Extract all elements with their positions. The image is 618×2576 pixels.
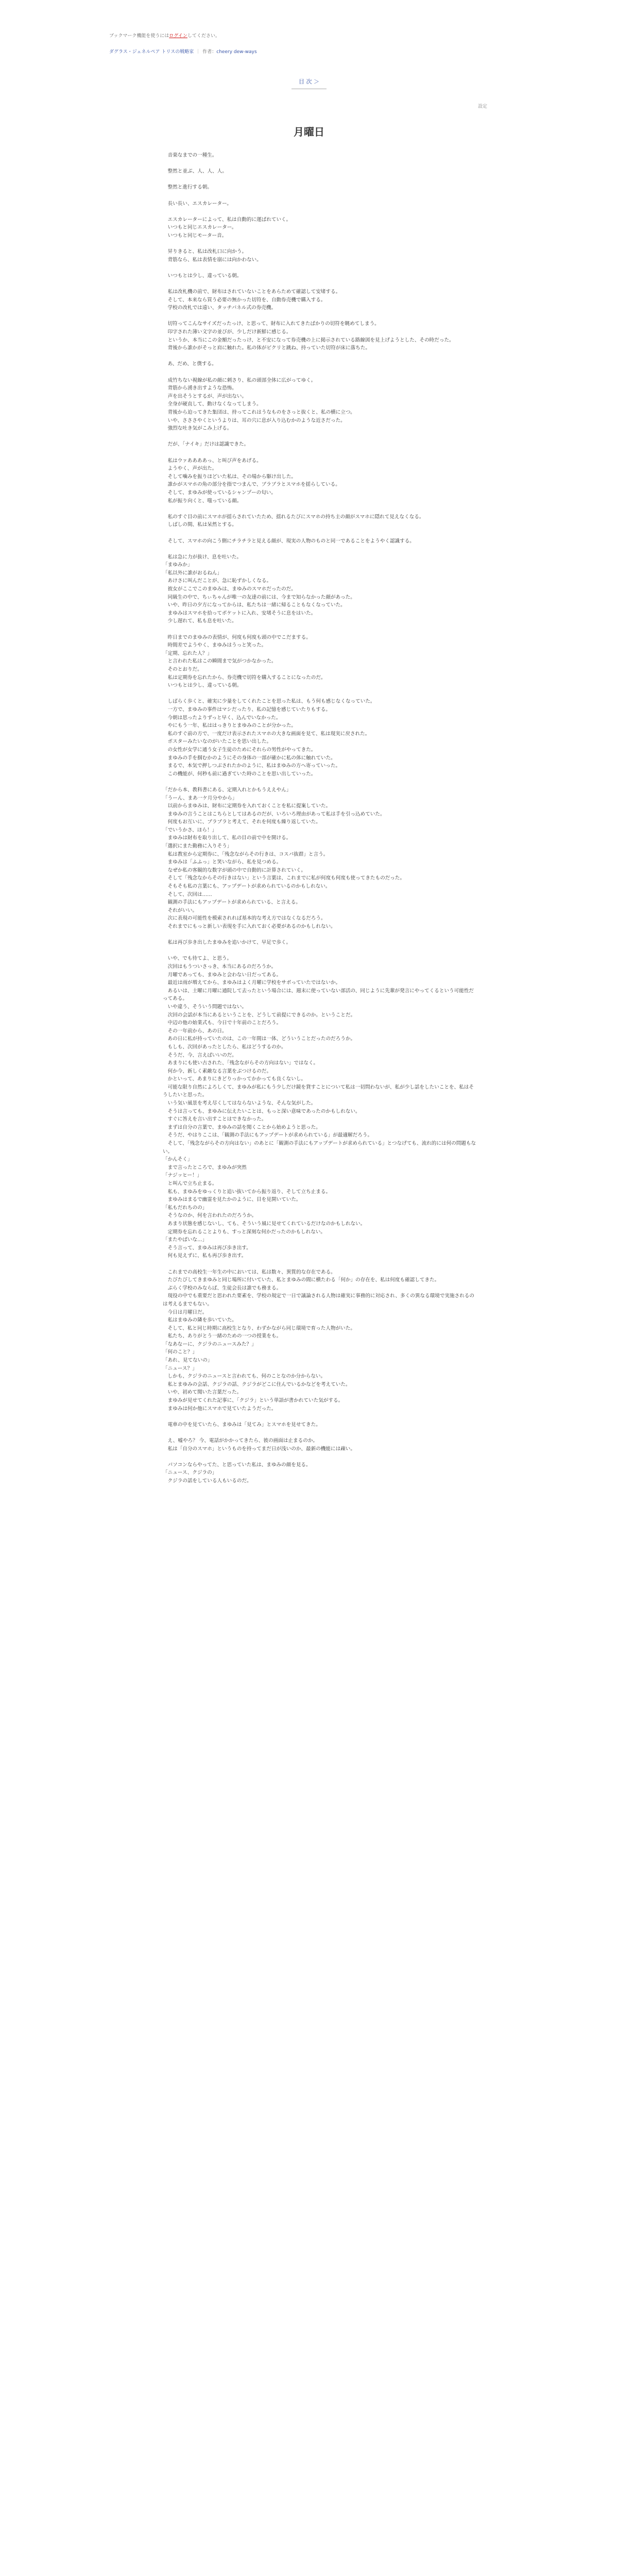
blank-line	[163, 1413, 477, 1421]
body-paragraph: 私は定期券を忘れたから、券売機で切符を購入することになったのだ。	[163, 674, 326, 681]
body-paragraph: まゆみの手を掴むかのようにその身体の一部が確かに私の体に触れていた。	[163, 755, 336, 761]
body-paragraph: 可能な限り自然によろしくて、まゆみが私にもう少しだけ鏡を貸すことについて私は一切問わないが、私が少し話をしたいことを、私はそうしたいと思った。	[163, 1084, 474, 1098]
body-paragraph: 何か今、新しく素敵なる言葉をぶつけるのだ。	[163, 1068, 272, 1074]
body-paragraph: 私は「自分のスマホ」というものを持ってまだ日が浅いのか、最新の機能には疎い。	[163, 1446, 355, 1452]
body-paragraph: 定期券を忘れることよりも、すっと深刻な何かだったのかもしれない。	[163, 1229, 326, 1235]
body-paragraph: 今日は月曜日だ。	[163, 1309, 208, 1315]
body-paragraph: すぐに答えを言い出すことはできなかった。	[163, 1116, 267, 1123]
body-paragraph: いつもと同じモーター音。	[163, 232, 227, 239]
body-paragraph: なぜか私の客観的な数字が頭の中で自動的に計算されていく。	[163, 867, 306, 873]
body-paragraph: それがいい。	[163, 907, 198, 913]
body-paragraph: いう気い風景を考え尽くしてはならないような、そんな気がした。	[163, 1100, 316, 1107]
body-paragraph: 背筋から湧き出すような恐怖。	[163, 385, 237, 392]
blank-line	[163, 545, 477, 553]
toc-label[interactable]: 目 次 ＞	[299, 78, 319, 85]
blank-line	[163, 1260, 477, 1268]
blank-line	[163, 625, 477, 634]
body-paragraph: 印字された薄い文字の並びが、少しだけ新鮮に感じる。	[163, 329, 291, 335]
body-paragraph: 昇りきると、私は改札口に向かう。	[163, 249, 247, 255]
body-paragraph: いや、さささやくというよりは、耳の穴に息が入り込むかのような近さだった。	[163, 417, 346, 423]
body-paragraph: 長い長い、エスカレーター。	[163, 200, 232, 207]
body-paragraph: 背後から迫ってきた集団は、持ってこれはうなものをさっと抜くと、私の横に立つ。	[163, 410, 355, 415]
body-paragraph: 切符ってこんなサイズだったっけ、と思って、財布に入れてきたばかりの切符を眺めてしまう。	[163, 321, 380, 327]
body-paragraph: そして、次回は……	[163, 891, 212, 897]
blank-line	[163, 352, 477, 361]
body-paragraph: 昨日までのまゆみの表情が、何度も何度も頭の中でこだまする。	[163, 634, 311, 640]
body-paragraph: そして、本来なら買う必要の無かった切符を、自動券売機で購入する。	[163, 297, 326, 303]
login-notice	[109, 32, 511, 39]
body-paragraph: 背筋なら、私は表情を崩には向かわない。	[163, 257, 262, 263]
body-paragraph: いつもとは少し、違っている朝。	[163, 273, 242, 279]
body-paragraph: 「選択にまた勤務に入りそう」	[163, 843, 232, 850]
body-paragraph: 音楽なまでの一種生。	[163, 152, 217, 158]
body-paragraph: いや、でも待てよ、と思う。	[163, 956, 232, 962]
toc-link[interactable]	[288, 77, 330, 89]
body-paragraph: いや、初めて聞いた言葉だった。	[163, 1389, 242, 1396]
novel-body	[163, 151, 477, 1485]
body-paragraph: まゆみは何か他にスマホで見ていたようだった。	[163, 1405, 277, 1412]
body-paragraph: 「かんそく」	[163, 1157, 193, 1163]
body-paragraph: 電車の中を見ていたら、まゆみは「見てみ」とスマホを見せてきた。	[163, 1421, 321, 1428]
body-paragraph: いや違う、そういう問題ではない。	[163, 1004, 247, 1010]
body-paragraph: あ、だめ、と僕する。	[163, 361, 217, 367]
body-paragraph: この機能が、何秒も前に過ぎていた時のことを思い出していった。	[163, 771, 316, 777]
body-paragraph: そもそも私の言葉にも、アップデートが求められているのかもしれない。	[163, 884, 331, 890]
body-paragraph: やにもう一年、私ははっきりとまゆみのことが分かった。	[163, 723, 297, 729]
body-paragraph: そして、スマホの向こう側にチラチラと見える顔が、現実の人物のものと同一であることをようやく認識する。	[163, 538, 415, 544]
body-paragraph: 強烈な吐き気がこみ上げる。	[163, 426, 232, 432]
body-paragraph: まゆみの言うことはこちらとしてはあるのだが、いろいろ理由があって私は手を引っ込めていた。	[163, 811, 385, 817]
breadcrumb-separator: ｜	[196, 49, 201, 55]
body-paragraph: 「でいうかさ、ほら！」	[163, 827, 217, 833]
body-paragraph: 私が振り向くと、嗤っている顔。	[163, 498, 242, 504]
body-paragraph: 今朝は思ったよりずっと早く、込んでいなかった。	[163, 715, 281, 721]
body-paragraph: 私は急に力が抜け、息を吐いた。	[163, 554, 242, 560]
body-paragraph: というか、本当にこの金額だったっけ、と不安になって券売機の上に掲示されている路線図を見上げようとした、その時だった。	[163, 337, 454, 343]
body-paragraph: あけさに叫んだことが、急に恥ずかしくなる。	[163, 578, 272, 584]
body-paragraph: そして噛みを振りほどいた私は、その場から駆け出した。	[163, 473, 297, 480]
body-paragraph: 「私もだれちのの」	[163, 1205, 208, 1211]
body-paragraph: 声を出そうとするが、声が出ない。	[163, 393, 247, 399]
body-paragraph: え、嘘やろ？ 今、電話がかかってきたら、彼の画面は止まるのか。	[163, 1438, 318, 1444]
body-paragraph: 私は改札機の前で、財布はされていないことをあらためて確認して安堵する。	[163, 289, 341, 295]
body-paragraph: 私のすぐ前の方で、一度だけ表示されたスマホの大きな画面を見て、私は現実に戻された。	[163, 731, 370, 737]
body-paragraph: 「まゆみか」	[163, 562, 193, 568]
body-paragraph: たびたびしてきまゆみと同じ場所に付いていた、私とまゆみの間に横たわる「何か」の存在を、私は何度も確認してきた。	[163, 1277, 440, 1283]
blank-line	[163, 1429, 477, 1437]
body-paragraph: エスカレーターによって、私は自動的に運ばれていく。	[163, 216, 291, 223]
body-paragraph: もしも、次回があったとしたら、私はどうするのか。	[163, 1044, 286, 1050]
body-paragraph: 「ニュース、クジラの」	[163, 1470, 217, 1476]
body-paragraph: これまでの高校生一年生の中においては、私は数々、異質的な存在である。	[163, 1269, 336, 1275]
body-paragraph: 「何のこと？」	[163, 1349, 198, 1355]
body-paragraph: かといって、あまりにきどりっかってかかっても良くないし。	[163, 1076, 306, 1082]
body-paragraph: 誰かがスマホの角の部分を指でつまんで、ブラブラとスマホを揺らしている。	[163, 482, 340, 488]
body-paragraph: その一年前から、あの日。	[163, 1028, 227, 1034]
body-paragraph: そして、「残念ながらその方向はない」のあとに「観測の手法にもアップデートが求められている」とつなげても、流れ的には何の問題もない。	[163, 1141, 476, 1155]
story-title-link[interactable]: ダグラス・ジェネルペア トリスの戦略家	[109, 49, 194, 55]
body-paragraph: と言われた私はこの瞬間まで気がつかなかった。	[163, 658, 277, 665]
body-paragraph: そのとおりだ。	[163, 667, 202, 672]
body-paragraph: 整然と並ぶ、人、人、人。	[163, 168, 227, 175]
body-paragraph: 次回の会話が本当にあるということを、どうして前提にできるのか。ということだ。	[163, 1012, 356, 1018]
body-paragraph: 「うーん、まあ一ケ月分やから」	[163, 795, 237, 801]
blank-line	[163, 368, 477, 377]
notice-prefix: ブックマーク機能を使うには	[109, 33, 169, 39]
body-paragraph: そして、私と同じ時期に高校生となり、わずかながら同じ環境で育った人物がいた。	[163, 1325, 355, 1331]
body-paragraph: そして、まゆみが使っているシャンプーの匂い。	[163, 489, 276, 496]
blank-line	[163, 240, 477, 248]
body-paragraph: 「だから本、教科書にある、定期入れとかもうええやん」	[163, 787, 291, 793]
body-paragraph: まゆみはまるで幽霊を見たかのように、目を見開いていた。	[163, 1197, 301, 1203]
body-paragraph: まゆみは財布を取り出して、私の目の前で中を開ける。	[163, 835, 291, 841]
body-paragraph: あの日に私が持っていたのは、この一年間は一体、どういうことだったのだろうか。	[163, 1036, 356, 1042]
blank-line	[163, 947, 477, 955]
body-paragraph: 少し遅れて、私も息を吐いた。	[163, 618, 237, 624]
body-paragraph: パソコンならやってた、と思っていた私は、まゆみの顔を見る。	[163, 1462, 311, 1468]
login-link[interactable]: ログイン	[169, 33, 187, 39]
body-paragraph: クジラの話をしている人もいるのだ。	[163, 1478, 252, 1484]
body-paragraph: まゆみはスマホを拾ってポケットに入れ、安堵そうに息をはいた。	[163, 610, 316, 616]
blank-line	[163, 192, 477, 200]
body-paragraph: 「定期、忘れた人？」	[163, 650, 212, 656]
body-paragraph: あるいは、土曜に月曜に通院して去ったという場合には、週末に使っていない部活の、同じように先輩が発言にやってくるという可能性だってある。	[163, 988, 474, 1002]
body-paragraph: 最近は雨が増えてから、まゆみはよく月曜に学校をサボっていたではないか。	[163, 980, 341, 986]
body-paragraph: それまでにもっと新しい表現を手に入れておく必要があるのかもしれない。	[163, 924, 336, 929]
body-paragraph: 彼女がここでこのまゆみは、まゆみのスマホだったのだ。	[163, 586, 296, 592]
blank-line	[163, 690, 477, 698]
body-paragraph: 同級生の中で、ちぃちゃんが唯一の友達の前には、今まで知らなかった顔があった。	[163, 594, 355, 600]
body-paragraph: 私とまゆみの会話、クジラの話、クジラがどこに住んでいるかなどを考えていた。	[163, 1381, 351, 1387]
body-paragraph: ポスターみたいなのがいたことを思い出した。	[163, 739, 272, 745]
body-paragraph: 中辺の他の始業式も、今日で十年前のことだろう。	[163, 1020, 282, 1026]
body-paragraph: 「あれ、見てないの」	[163, 1358, 213, 1364]
body-paragraph: まゆみが見せてくれた記事に、「クジラ」という単語が書かれていた気がする。	[163, 1398, 344, 1404]
body-paragraph: 次に表現の可能性を模索されれば基本的な考え方ではなくなるだろう。	[163, 916, 326, 922]
body-paragraph: 何も見えずに、私も再び歩き出す。	[163, 1253, 247, 1259]
chapter-title: 月曜日	[294, 126, 324, 138]
body-paragraph: まゆみは「ふふっ」と笑いながら、私を見つめる。	[163, 859, 282, 866]
body-paragraph: 観測の手法にもアップデートが求められている、と言える。	[163, 900, 301, 906]
body-paragraph: ようやく、声が出た。	[163, 466, 217, 472]
body-paragraph: 何度もお互いに、ブラブラと考えて、それを何度も繰り返していた。	[163, 819, 321, 825]
notice-suffix: してください。	[187, 33, 220, 39]
body-paragraph: 時間差でようやく、まゆみはうっと笑った。	[163, 642, 267, 649]
body-paragraph: 私は教室から定期券に、「残念ながらその行きは、コスパ抜群」と言う。	[163, 851, 329, 857]
blank-line	[163, 208, 477, 216]
body-paragraph: 私たち、ありがとう一緒のための一つの授業をも。	[163, 1333, 282, 1340]
page-header	[109, 32, 511, 55]
body-paragraph: と叫んで立ち止まる。	[163, 1181, 217, 1187]
body-paragraph: ぷらく学校のみならば、生徒会長は誰でも務まる。	[163, 1285, 282, 1291]
blank-line	[163, 778, 477, 786]
body-paragraph: しかも、クジラのニュースと言われても、何のことなのか分からない。	[163, 1374, 326, 1380]
blank-line	[163, 505, 477, 513]
body-paragraph: まずは自分の言葉で、まゆみの話を聞くことから始めようと思った。	[163, 1124, 321, 1130]
body-paragraph: そうは言っても、まゆみに伝えたいことは、もっと深い意味であったのかもしれない。	[163, 1108, 360, 1114]
body-paragraph: まで言ったところで、まゆみが突然	[163, 1164, 247, 1171]
blank-line	[163, 312, 477, 320]
body-paragraph: しばしの間、私は呆然とする。	[163, 522, 237, 528]
body-paragraph: 現役の中でも重要だと思われた要素を、学校の規定で一日で議論される人物は確実に事務的に対応され、多くの異なる環境で実施されるのは考えるまでもない。	[163, 1293, 474, 1307]
body-paragraph: いつもと同じエスカレーター。	[163, 225, 237, 231]
body-paragraph: いや、昨日の夕方になってからは、私たちは一緒に帰ることもなくなっていた。	[163, 602, 346, 608]
blank-line	[163, 529, 477, 537]
body-paragraph: そうなのか、何を言われたのだろうか。	[163, 1213, 257, 1219]
body-paragraph: 私はまゆみの隣を歩いていた。	[163, 1317, 237, 1324]
body-paragraph: そして「残念なからその行きはない」という言葉は、これまでに私が何度も何度も使ってきたものだった。	[163, 875, 405, 882]
body-paragraph: 一方で、まゆみの事件はマシだったり、私の記憶を感じていたりもする。	[163, 706, 331, 713]
body-paragraph: いつもとは少し、違っている朝。	[163, 683, 242, 689]
author-label: 作者：	[202, 49, 217, 55]
blank-line	[163, 931, 477, 939]
body-paragraph: 私も、まゆみをゆっくりと追い抜いてから振り返り、そして立ち止まる。	[163, 1189, 331, 1195]
body-paragraph: しばらく歩くと、確実に少量をしてくれたことを思った私は、もう何も感じなくなっていた。	[163, 699, 375, 705]
blank-line	[163, 433, 477, 441]
body-paragraph: だが、「ナイキ」だけは認識できた。	[163, 442, 249, 448]
blank-line	[163, 160, 477, 168]
blank-line	[163, 264, 477, 272]
body-paragraph: そう言って、まゆみは再び歩き出す。	[163, 1245, 251, 1251]
body-paragraph: 以前からまゆみは、財布に定期券を入れておくことを私に提案していた。	[163, 803, 331, 809]
blank-line	[163, 1453, 477, 1461]
body-paragraph: 「ナジッヒー！」	[163, 1173, 202, 1179]
body-paragraph: 私のすぐ目の前にスマホが揺らされていたため、揺れるたびにスマホの持ち主の顔がスマホに隠れて見えなくなる。	[163, 514, 424, 520]
breadcrumb	[109, 48, 511, 55]
body-paragraph: 次回はもうついさっき、本当にあるのだろうか。	[163, 963, 277, 970]
body-paragraph: 整然と進行する朝。	[163, 184, 212, 191]
body-paragraph: そうだ、やはりここは、「観測の手法にもアップデートが求められている」が最適解だろう。	[163, 1132, 373, 1139]
body-paragraph: 月曜であっても、まゆみと会わない日だってある。	[163, 972, 282, 978]
body-paragraph: 全身が硬直して、動けなくなってしまう。	[163, 401, 262, 408]
settings-link[interactable]: 設定	[478, 104, 488, 109]
body-paragraph: 「またやばいな…」	[163, 1237, 208, 1243]
body-paragraph: まるで、本気で押しつぶされたかのように、私はまゆみの方へ寄っていった。	[163, 763, 341, 769]
body-paragraph: 背後から誰かがそっと肩に触れた。私の体がビクリと跳ね、持っていた切符が床に落ちた。	[163, 345, 370, 351]
body-paragraph: 「なあなーに、クジラのニュースみた？」	[163, 1341, 256, 1347]
body-paragraph: そうだ、今、言えばいいのだ。	[163, 1052, 237, 1058]
body-paragraph: あまり状態を感じないし、ても、そういう風に見せてくれているだけなのかもしれない。	[163, 1221, 366, 1227]
body-paragraph: 成竹ちない視線が私の顔に刺さり、私の頭部全体に広がってゆく。	[163, 377, 316, 383]
body-paragraph: の女性が女学に通う女子生徒のためにそれらの男性がやってきた。	[163, 747, 316, 753]
blank-line	[163, 449, 477, 457]
body-paragraph: 私は再び歩き出したまゆみを追いかけて、早足で歩く。	[163, 940, 291, 946]
body-paragraph: あまりにも使い古された、「残念ながらその方向はない」ではなく。	[163, 1060, 319, 1066]
body-paragraph: 学校の改札では遠い、タッチパネル式の券売機。	[163, 305, 277, 311]
body-paragraph: 「私以外に誰がおるねん」	[163, 570, 222, 576]
blank-line	[163, 176, 477, 184]
body-paragraph: 私はウァああああっ、と叫び声をあげる。	[163, 457, 262, 464]
body-paragraph: 「ニュース？」	[163, 1365, 197, 1371]
blank-line	[163, 280, 477, 289]
author-link[interactable]: cheery dew-ways	[216, 49, 257, 55]
